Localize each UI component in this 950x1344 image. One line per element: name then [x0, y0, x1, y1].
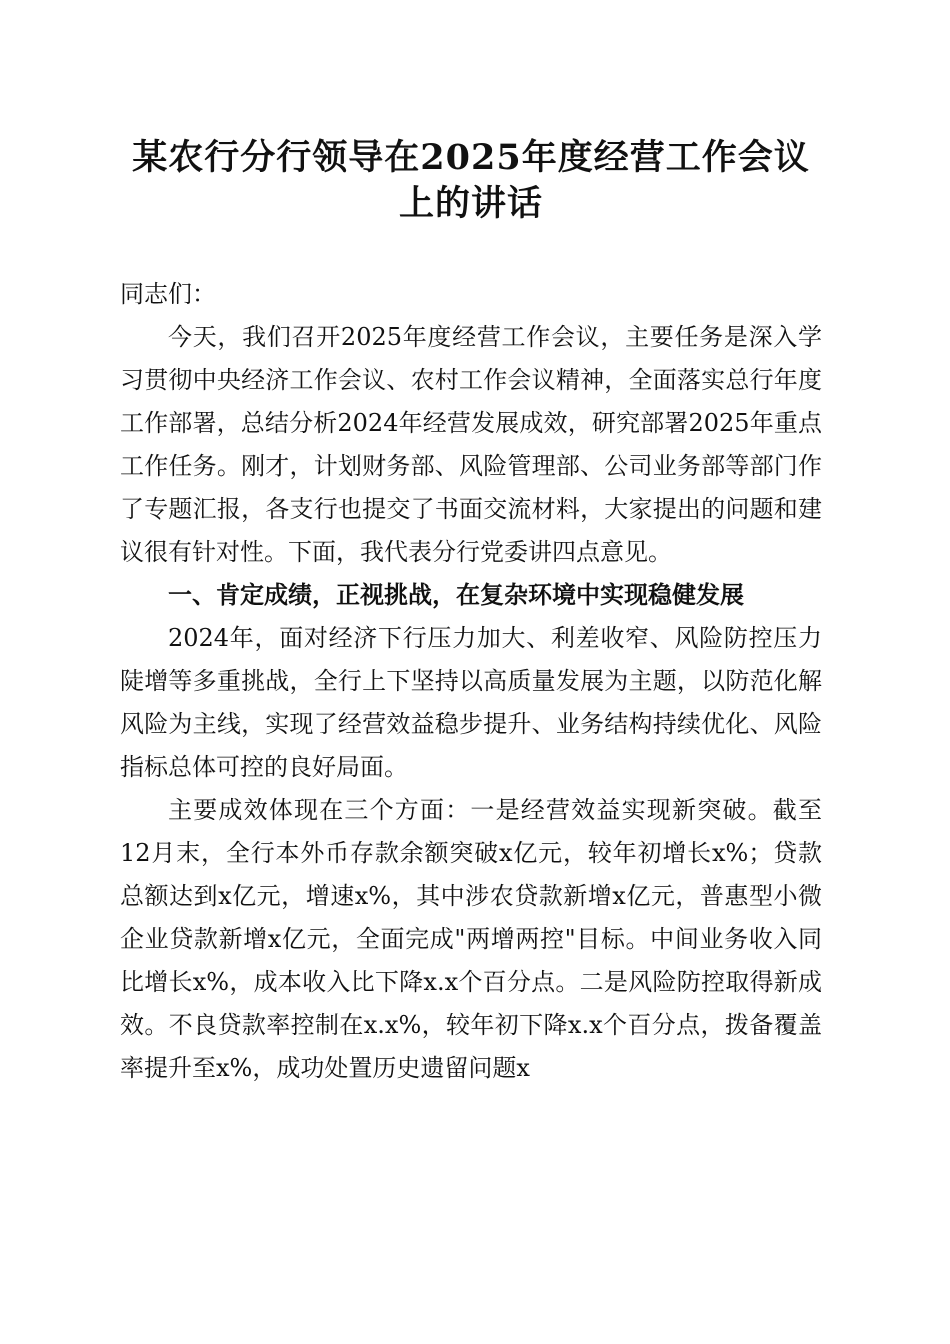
- salutation: 同志们：: [120, 280, 216, 308]
- document-title: 某农行分行领导在2025年度经营工作会议上的讲话: [132, 137, 810, 224]
- document-body: [120, 273, 822, 1090]
- section-1-paragraph: 主要成效体现在三个方面：一是经营效益实现新突破。截至12月末，全行本外币存款余额突破x亿元，较年初增长x%；贷款总额达到x亿元，增速x%，其中涉农贷款新增x亿元，普惠型小微企业贷款新增x亿元，全面完成"两增两控"目标。中间业务收入同比增长x%，成本收入比下降x.x个百分点。二是风险防控取得新成效。不良贷款率控制在x.x%，较年初下降x.x个百分点，拨备覆盖率提升至x%，成功处置历史遗留问题x: [120, 796, 822, 1082]
- section-heading-1: 一、肯定成绩，正视挑战，在复杂环境中实现稳健发展: [168, 581, 744, 609]
- section-1-paragraph: 2024年，面对经济下行压力加大、利差收窄、风险防控压力陡增等多重挑战，全行上下坚持以高质量发展为主题，以防范化解风险为主线，实现了经营效益稳步提升、业务结构持续优化、风险指标总体可控的良好局面。: [120, 624, 822, 781]
- intro-paragraph: 今天，我们召开2025年度经营工作会议，主要任务是深入学习贯彻中央经济工作会议、农村工作会议精神，全面落实总行年度工作部署，总结分析2024年经营发展成效，研究部署2025年重点工作任务。刚才，计划财务部、风险管理部、公司业务部等部门作了专题汇报，各支行也提交了书面交流材料，大家提出的问题和建议很有针对性。下面，我代表分行党委讲四点意见。: [120, 323, 822, 566]
